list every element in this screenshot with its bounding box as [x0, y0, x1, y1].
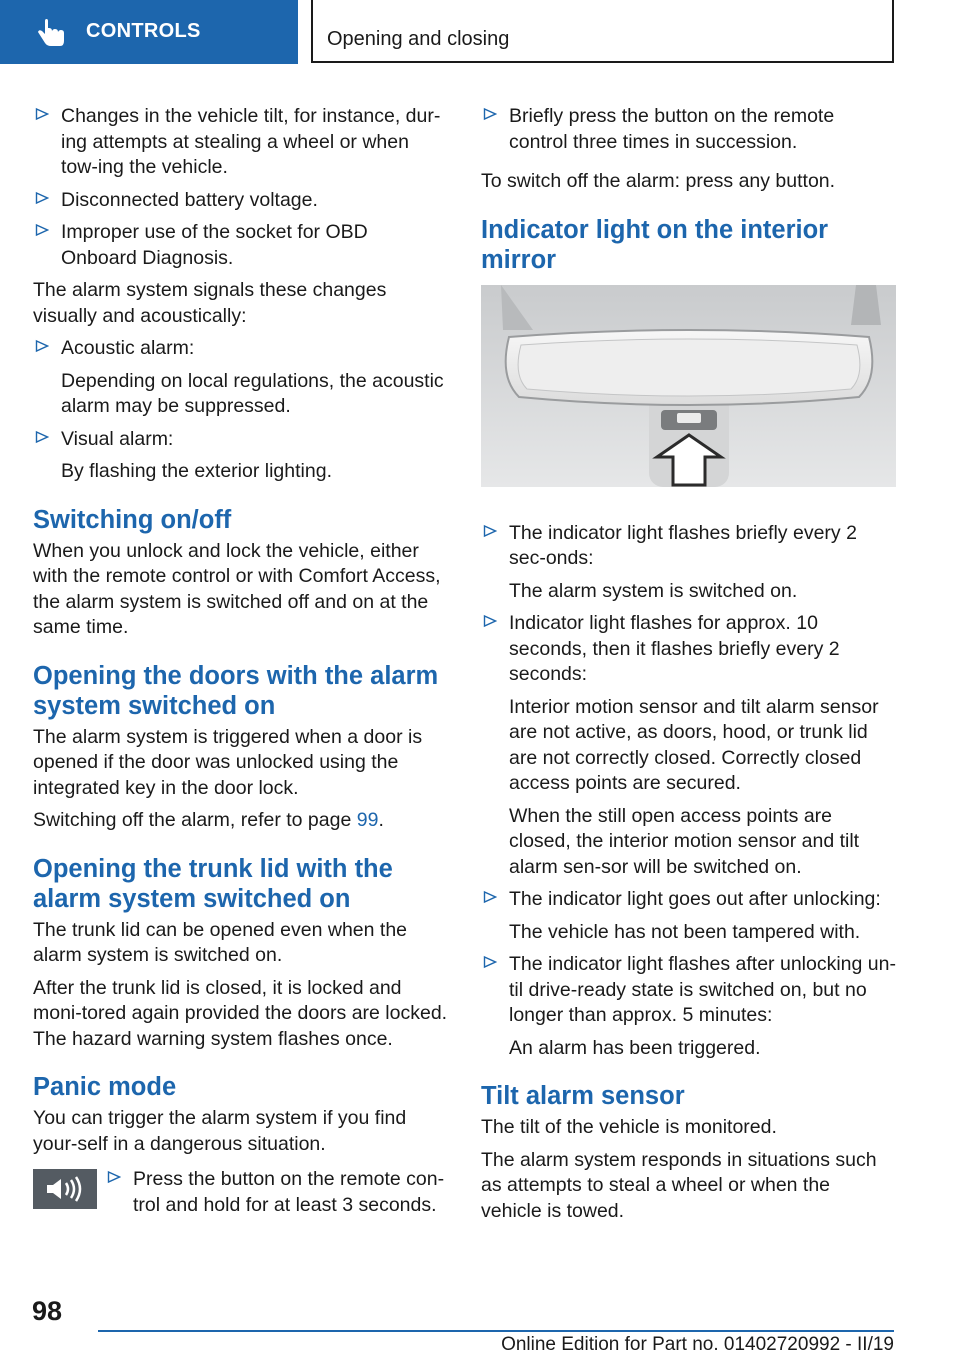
- page-number: 98: [32, 1296, 63, 1326]
- list-item: Briefly press the button on the remote control three times in succession.: [481, 104, 896, 155]
- list-item: Indicator light flashes for approx. 10 seconds, then it flashes briefly every 2 seconds:: [481, 611, 896, 688]
- left-column: [33, 104, 448, 1225]
- interior-mirror-illustration: [481, 285, 896, 487]
- triangle-bullet-icon: [483, 107, 497, 121]
- footer-edition: Online Edition for Part no. 01402720992 - II/19: [501, 1334, 894, 1355]
- triangle-bullet-icon: [107, 1170, 121, 1184]
- paragraph: To switch off the alarm: press any button.: [481, 170, 836, 192]
- list-item: Press the button on the remote con-trol and hold for at least 3 seconds.: [105, 1167, 448, 1218]
- chapter-title: Opening and closing: [327, 28, 510, 50]
- list-item: Changes in the vehicle tilt, for instance, dur-ing attempts at stealing a wheel or when tow-ing the vehicle.: [33, 104, 448, 181]
- chapter-header: [311, 0, 894, 63]
- panic-instruction: [33, 1167, 448, 1218]
- list-item: Disconnected battery voltage.: [33, 188, 448, 214]
- list-item-detail: Depending on local regulations, the acoustic alarm may be suppressed.: [61, 369, 444, 417]
- paragraph: The trunk lid can be opened even when the alarm system is switched on.: [33, 918, 408, 966]
- list-item-detail: Interior motion sensor and tilt alarm sensor are not active, as doors, hood, or trunk lid are not correctly closed. Correctly closed access points are secured.: [509, 695, 879, 794]
- triangle-bullet-icon: [35, 339, 49, 353]
- list-item-detail: An alarm has been triggered.: [509, 1036, 761, 1059]
- paragraph: The alarm system signals these changes visually and acoustically:: [33, 279, 387, 327]
- paragraph: The alarm system responds in situations such as attempts to steal a wheel or when the vehicle is towed.: [481, 1148, 877, 1222]
- paragraph: After the trunk lid is closed, it is locked and moni-tored again provided the doors are locked. The hazard warning system flashes once.: [33, 976, 448, 1050]
- list-item: Acoustic alarm:: [33, 336, 448, 362]
- list-item-detail: The vehicle has not been tampered with.: [509, 920, 861, 943]
- list-item-detail: When the still open access points are closed, the interior motion sensor and tilt alarm sen-sor will be switched on.: [509, 804, 860, 878]
- list-item: Improper use of the socket for OBD Onboard Diagnosis.: [33, 220, 448, 271]
- triangle-bullet-icon: [483, 524, 497, 538]
- section-heading: Panic mode: [33, 1073, 177, 1101]
- section-heading: Opening the doors with the alarm system switched on: [33, 661, 439, 720]
- triangle-bullet-icon: [35, 191, 49, 205]
- section-heading: Indicator light on the interior mirror: [481, 215, 829, 274]
- triangle-bullet-icon: [483, 890, 497, 904]
- triangle-bullet-icon: [35, 430, 49, 444]
- paragraph: Switching off the alarm, refer to page 99.: [33, 809, 384, 831]
- list-item: The indicator light flashes briefly every 2 sec-onds:: [481, 521, 896, 572]
- hand-pointer-icon: [34, 18, 68, 48]
- triangle-bullet-icon: [483, 955, 497, 969]
- paragraph: The tilt of the vehicle is monitored.: [481, 1116, 777, 1138]
- section-title: CONTROLS: [86, 20, 201, 42]
- triangle-bullet-icon: [35, 107, 49, 121]
- page-link[interactable]: 99: [356, 809, 379, 831]
- speaker-icon: [33, 1169, 97, 1209]
- paragraph: When you unlock and lock the vehicle, either with the remote control or with Comfort Access, the alarm system is switched off and on at the same time.: [33, 539, 441, 638]
- section-heading: Switching on/off: [33, 505, 232, 534]
- list-item-detail: The alarm system is switched on.: [509, 579, 798, 602]
- paragraph: You can trigger the alarm system if you find your-self in a dangerous situation.: [33, 1107, 407, 1155]
- list-item: The indicator light flashes after unlocking un-til drive-ready state is switched on, but no longer than approx. 5 minutes:: [481, 952, 896, 1029]
- section-heading: Tilt alarm sensor: [481, 1082, 685, 1110]
- section-tab: [0, 0, 298, 64]
- list-item: Visual alarm:: [33, 427, 448, 453]
- right-column: [481, 104, 896, 1231]
- list-item-detail: By flashing the exterior lighting.: [61, 460, 332, 482]
- triangle-bullet-icon: [483, 614, 497, 628]
- section-heading: Opening the trunk lid with the alarm system switched on: [33, 854, 393, 913]
- footer-divider: [98, 1330, 894, 1332]
- triangle-bullet-icon: [35, 223, 49, 237]
- list-item: The indicator light goes out after unlocking:: [481, 887, 896, 913]
- paragraph: The alarm system is triggered when a door is opened if the door was unlocked using the integrated key in the door lock.: [33, 725, 423, 799]
